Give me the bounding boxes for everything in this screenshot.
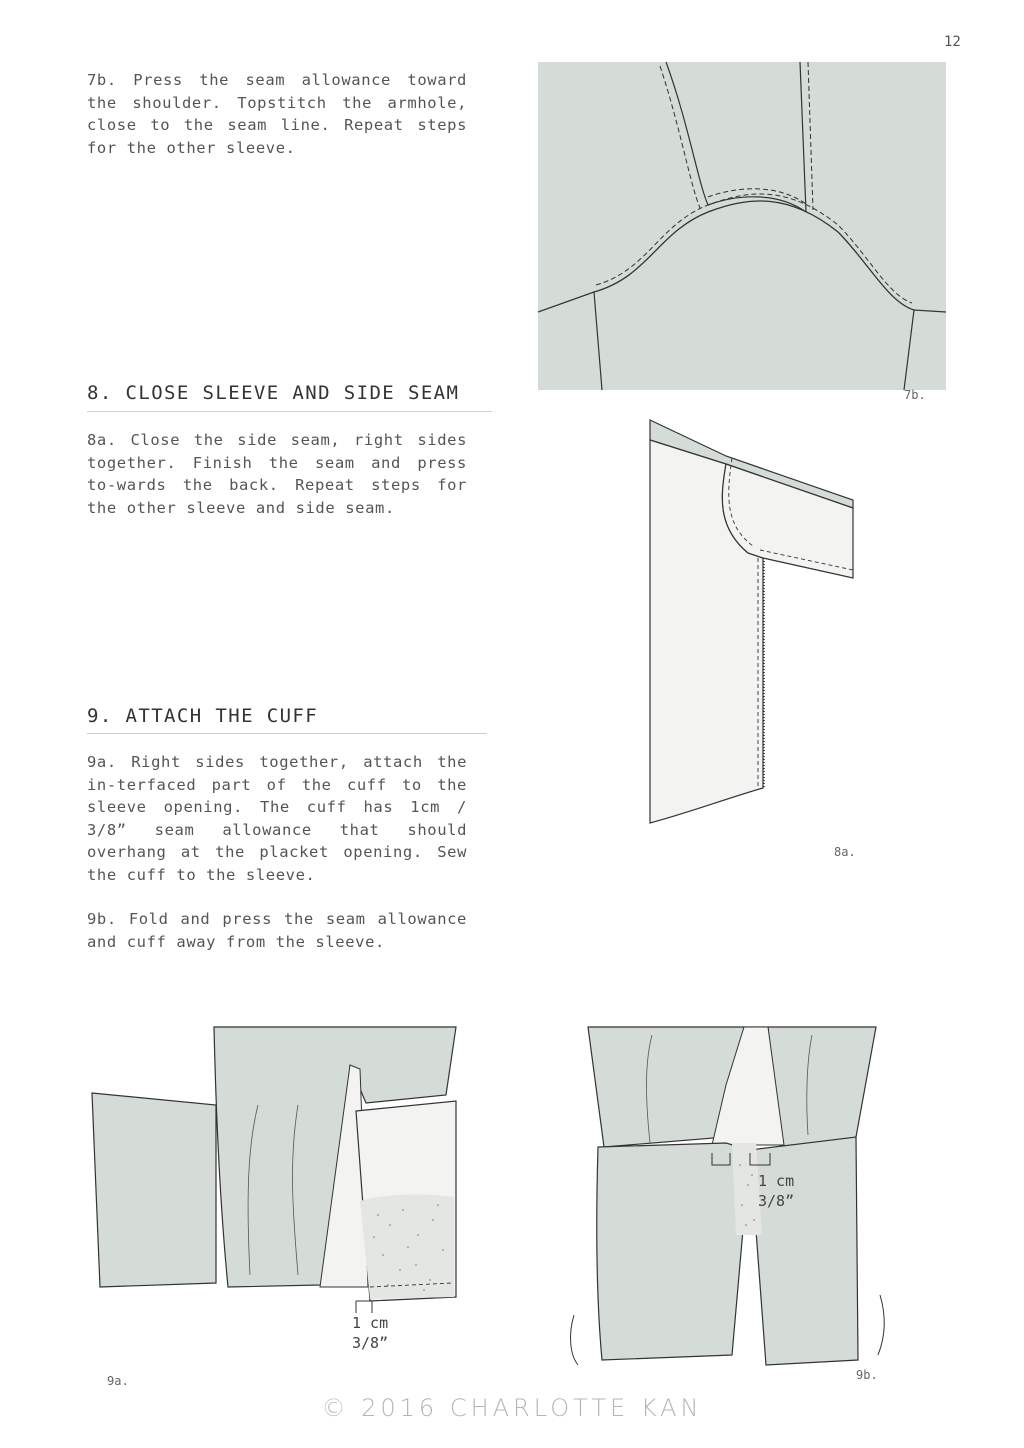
- figure-9a-measure-cm: 1 cm: [352, 1314, 389, 1332]
- footer-copyright: © 2016 CHARLOTTE KAN: [321, 1394, 703, 1422]
- figure-8a-side-seam-illustration: [648, 418, 858, 828]
- figure-9b-cuff-press-illustration: [562, 1025, 892, 1370]
- figure-9a-cuff-attach-illustration: [88, 1025, 468, 1315]
- figure-9b-measure-in: 3/8”: [758, 1192, 795, 1210]
- section-9-heading: 9. ATTACH THE CUFF: [87, 705, 319, 727]
- section-8-divider: [87, 411, 492, 412]
- step-7b-text: 7b. Press the seam allowance toward the shoulder. Topstitch the armhole, close to the seam line. Repeat steps for the other sleeve.: [87, 71, 467, 157]
- step-9a-text: 9a. Right sides together, attach the in-terfaced part of the cuff to the sleeve opening. The cuff has 1cm / 3/8” seam allowance that should overhang at the placket opening. Sew the cuff to the sleeve.: [87, 753, 467, 884]
- figure-9b-caption: 9b.: [856, 1368, 878, 1382]
- section-8-heading: 8. CLOSE SLEEVE AND SIDE SEAM: [87, 382, 460, 404]
- step-8a-text: 8a. Close the side seam, right sides together. Finish the seam and press to-wards the back. Repeat steps for the other sleeve and side seam.: [87, 431, 467, 517]
- figure-7b-caption: 7b.: [904, 388, 926, 402]
- section-9-divider: [87, 733, 487, 734]
- figure-9a-caption: 9a.: [107, 1374, 129, 1388]
- step-9b-text: 9b. Fold and press the seam allowance and cuff away from the sleeve.: [87, 910, 467, 951]
- figure-8a-caption: 8a.: [834, 845, 856, 859]
- figure-7b-armhole-illustration: [538, 62, 946, 390]
- figure-9b-measure-cm: 1 cm: [758, 1172, 795, 1190]
- figure-9a-measure-in: 3/8”: [352, 1334, 389, 1352]
- page-number: 12: [944, 34, 961, 50]
